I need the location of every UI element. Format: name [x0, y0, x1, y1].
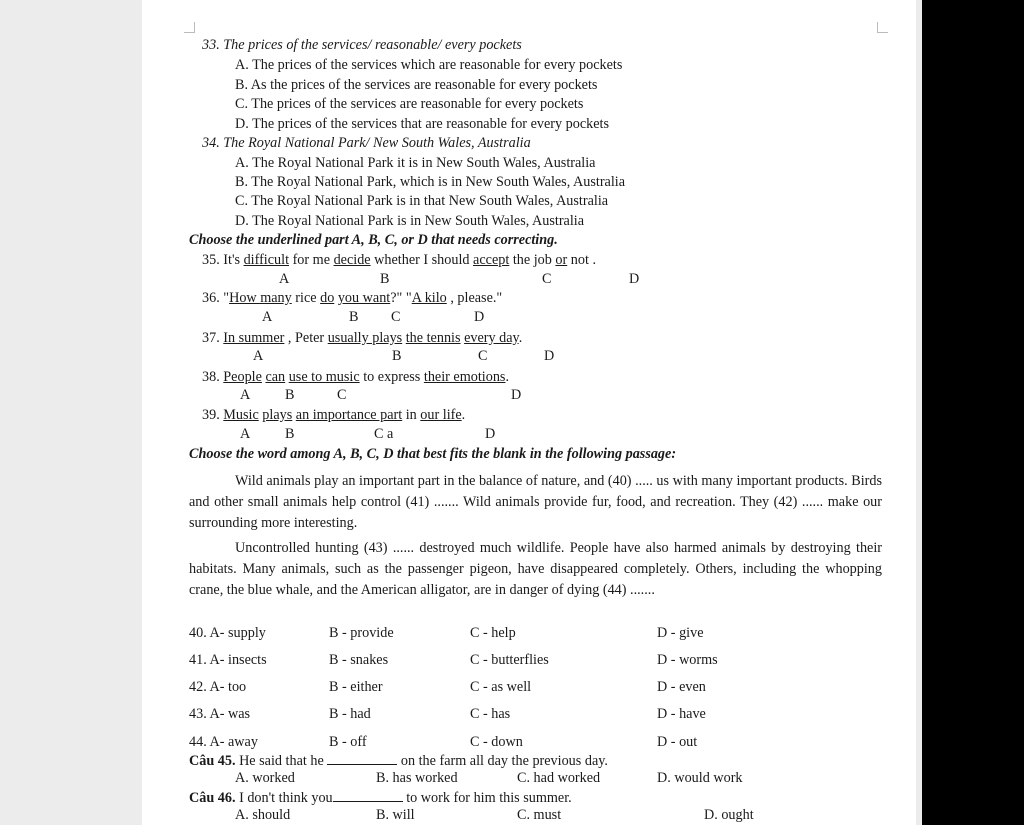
q37-label-b: B: [392, 348, 402, 364]
q35-sentence: 35. It's difficult for me decide whether I should accept the job or not .: [202, 252, 596, 268]
q40-option-a: 40. A- supply: [189, 625, 266, 641]
q42-option-c: C - as well: [470, 679, 532, 695]
q43-option-a: 43. A- was: [189, 706, 251, 722]
q45-option-d: D. would work: [657, 770, 743, 786]
q43-option-b: B - had: [329, 706, 371, 722]
q46-option-c: C. must: [517, 807, 562, 823]
section-heading-correcting: Choose the underlined part A, B, C, or D that needs correcting.: [189, 232, 558, 248]
q33-option-d: D. The prices of the services that are reasonable for every pockets: [235, 116, 609, 132]
passage-paragraph-2: Uncontrolled hunting (43) ...... destroyed much wildlife. People have also harmed animals by destroying their habitats. Many animals, such as the passenger pigeon, have disappeared completely. Others, including the whopping crane, the blue whale, and the American alligator, are in danger of dying (44) .......: [189, 540, 882, 598]
q46-option-b: B. will: [376, 807, 415, 823]
q46-sentence: Câu 46. I don't think you to work for him this summer.: [189, 790, 572, 806]
q34-option-d: D. The Royal National Park is in New South Wales, Australia: [235, 213, 585, 229]
q42-option-b: B - either: [329, 679, 383, 695]
q41-option-c: C - butterflies: [470, 652, 549, 668]
q33-option-a: A. The prices of the services which are reasonable for every pockets: [235, 57, 623, 73]
q42-option-d: D - even: [657, 679, 706, 695]
q43-option-d: D - have: [657, 706, 706, 722]
q41-option-d: D - worms: [657, 652, 718, 668]
q45-option-a: A. worked: [235, 770, 295, 786]
q34-option-c: C. The Royal National Park is in that New South Wales, Australia: [235, 193, 609, 209]
q38-label-d: D: [511, 387, 522, 403]
q44-option-b: B - off: [329, 734, 367, 750]
q44-option-a: 44. A- away: [189, 734, 258, 750]
q39-label-d: D: [485, 426, 496, 442]
q37-sentence: 37. In summer , Peter usually plays the tennis every day.: [202, 330, 523, 346]
q37-label-a: A: [253, 348, 264, 364]
q44-option-c: C - down: [470, 734, 523, 750]
q33-option-c: C. The prices of the services are reasonable for every pockets: [235, 96, 584, 112]
corner-mark-left: [184, 22, 195, 33]
section-heading-passage: Choose the word among A, B, C, D that best fits the blank in the following passage:: [189, 446, 677, 462]
q35-label-b: B: [380, 271, 390, 287]
q36-sentence: 36. "How many rice do you want?" "A kilo , please.": [202, 290, 503, 306]
q37-label-d: D: [544, 348, 555, 364]
passage-paragraph-1: Wild animals play an important part in the balance of nature, and (40) ..... us with many important products. Birds and other small animals help control (41) ....... Wild animals provide fur, food, and recreation. They (42) ...... make our surrounding more interesting.: [189, 473, 882, 531]
q35-label-a: A: [279, 271, 290, 287]
document-page: [142, 0, 916, 825]
q36-label-b: B: [349, 309, 359, 325]
q33-prompt: 33. The prices of the services/ reasonable/ every pockets: [202, 37, 522, 53]
q34-option-a: A. The Royal National Park it is in New South Wales, Australia: [235, 155, 596, 171]
q34-option-b: B. The Royal National Park, which is in New South Wales, Australia: [235, 174, 626, 190]
q33-option-b: B. As the prices of the services are reasonable for every pockets: [235, 77, 598, 93]
q44-option-d: D - out: [657, 734, 698, 750]
q39-label-a: A: [240, 426, 251, 442]
left-margin: [0, 0, 142, 825]
q35-label-d: D: [629, 271, 640, 287]
right-margin: [916, 0, 922, 825]
q43-option-c: C - has: [470, 706, 511, 722]
q36-label-d: D: [474, 309, 485, 325]
q38-sentence: 38. People can use to music to express their emotions.: [202, 369, 509, 385]
q36-label-a: A: [262, 309, 273, 325]
q39-sentence: 39. Music plays an importance part in our life.: [202, 407, 466, 423]
q45-option-b: B. has worked: [376, 770, 458, 786]
q41-option-a: 41. A- insects: [189, 652, 267, 668]
q39-label-c: C a: [374, 426, 394, 442]
q40-option-c: C - help: [470, 625, 516, 641]
q40-option-d: D - give: [657, 625, 704, 641]
q37-label-c: C: [478, 348, 488, 364]
q46-option-a: A. should: [235, 807, 291, 823]
q38-label-b: B: [285, 387, 295, 403]
q39-label-b: B: [285, 426, 295, 442]
q46-option-d: D. ought: [704, 807, 754, 823]
q34-prompt: 34. The Royal National Park/ New South Wales, Australia: [202, 135, 531, 151]
q35-label-c: C: [542, 271, 552, 287]
q38-label-c: C: [337, 387, 347, 403]
q40-option-b: B - provide: [329, 625, 394, 641]
q45-sentence: Câu 45. He said that he on the farm all day the previous day.: [189, 753, 608, 769]
q38-label-a: A: [240, 387, 251, 403]
corner-mark-right: [877, 22, 888, 33]
q45-option-c: C. had worked: [517, 770, 601, 786]
q41-option-b: B - snakes: [329, 652, 389, 668]
q36-label-c: C: [391, 309, 401, 325]
q42-option-a: 42. A- too: [189, 679, 247, 695]
